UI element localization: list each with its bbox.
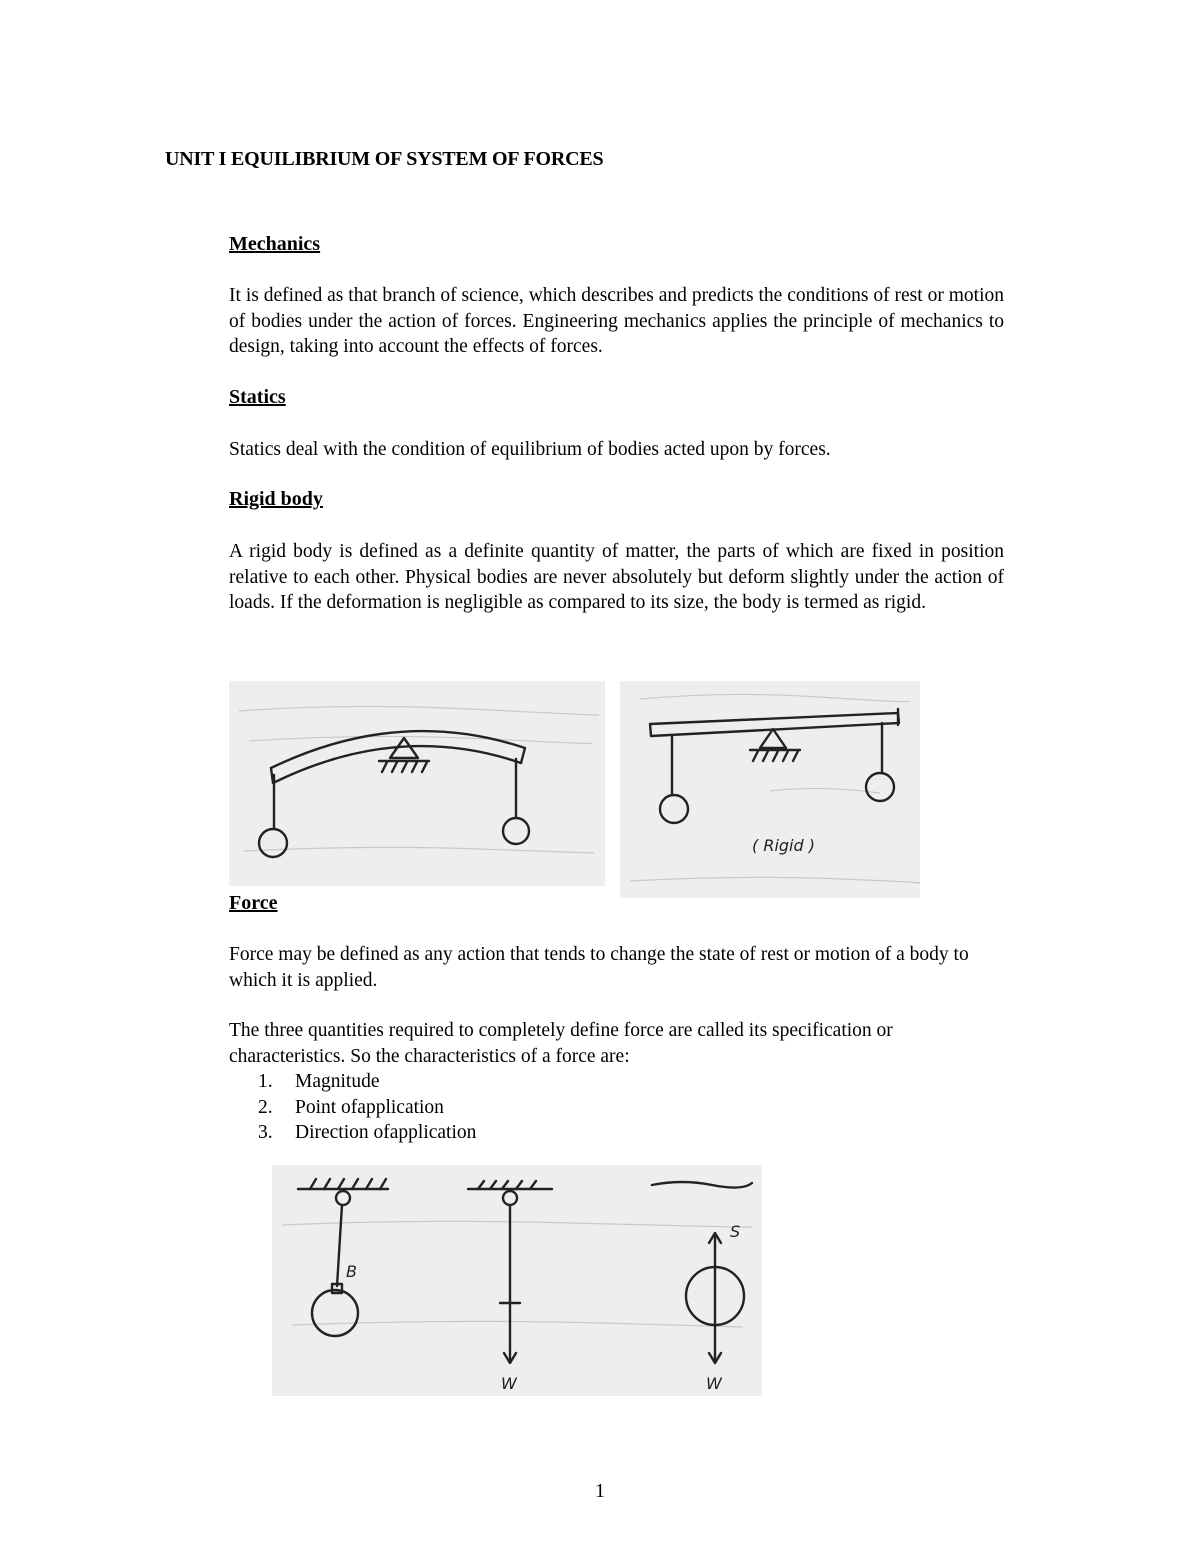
list-item: 2. Point ofapplication — [258, 1096, 444, 1118]
deformed-beam-figure — [229, 681, 605, 886]
page-number: 1 — [595, 1480, 605, 1502]
label-b: B — [346, 1262, 357, 1281]
list-item: 1. Magnitude — [258, 1071, 380, 1092]
paragraph-mechanics: It is defined as that branch of science, which describes and predicts the conditions of rest or motion of bodies under the action of forces. Engineering mechanics applies the principle of mechanics to design, taking into account the effects of forces. — [229, 285, 1004, 357]
heading-mechanics: Mechanics — [229, 233, 321, 255]
label-s: S — [730, 1222, 741, 1241]
page-title: UNIT I EQUILIBRIUM OF SYSTEM OF FORCES — [165, 148, 604, 170]
label-w-2: W — [706, 1374, 722, 1393]
heading-rigid-body: Rigid body — [229, 488, 323, 510]
paragraph-force-definition: Force may be defined as any action that tends to change the state of rest or motion of a body to which it is applied. — [229, 944, 969, 991]
label-w-1: W — [501, 1374, 517, 1393]
list-item: 3. Direction ofapplication — [258, 1122, 477, 1143]
paragraph-statics: Statics deal with the condition of equilibrium of bodies acted upon by forces. — [229, 439, 831, 460]
rigid-beam-figure — [620, 681, 920, 898]
rigid-label: ( Rigid ) — [752, 836, 815, 855]
paragraph-force-characteristics: The three quantities required to completely define force are called its specification or characteristics. So the characteristics of a force are: — [229, 1020, 893, 1067]
heading-statics: Statics — [229, 386, 286, 408]
force-characteristics-figure — [272, 1165, 762, 1396]
paragraph-rigid-body: A rigid body is defined as a definite quantity of matter, the parts of which are fixed in position relative to each other. Physical bodies are never absolutely but deform slightly under the action of loads. If the deformation is negligible as compared to its size, the body is termed as rigid. — [229, 541, 1004, 613]
characteristics-list — [258, 1069, 476, 1146]
heading-force: Force — [229, 892, 278, 914]
